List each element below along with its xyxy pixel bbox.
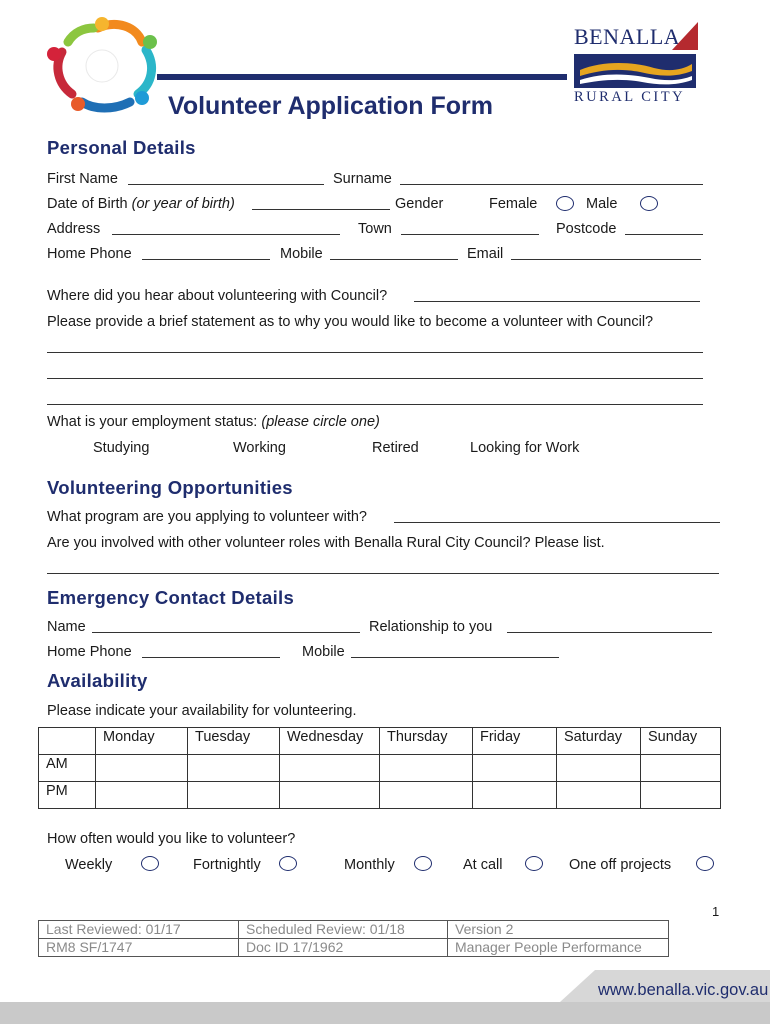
page-number: 1 xyxy=(712,904,720,919)
email-label: Email xyxy=(467,246,504,262)
am-friday-cell[interactable] xyxy=(473,755,557,782)
availability-pm-row xyxy=(39,782,721,809)
freq-fortnightly-label: Fortnightly xyxy=(193,857,261,873)
brand-subtitle: RURAL CITY xyxy=(574,89,686,105)
page-title: Volunteer Application Form xyxy=(168,92,494,120)
statement-label: Please provide a brief statement as to why you would like to become a volunteer with Council? xyxy=(47,314,654,330)
freq-weekly-radio[interactable] xyxy=(141,856,159,871)
emp-option-retired[interactable]: Retired xyxy=(372,440,419,456)
other-roles-label: Are you involved with other volunteer roles with Benalla Rural City Council? Please list. xyxy=(47,535,605,551)
ec-home-phone-field[interactable] xyxy=(142,657,280,658)
surname-field[interactable] xyxy=(400,184,703,185)
mobile-label: Mobile xyxy=(280,246,323,262)
emp-option-looking[interactable]: Looking for Work xyxy=(470,440,580,456)
dob-field[interactable] xyxy=(252,209,390,210)
rm8-number: RM8 SF/1747 xyxy=(39,939,239,957)
program-label: What program are you applying to volunteer with? xyxy=(47,509,367,525)
freq-oneoff-label: One off projects xyxy=(569,857,672,873)
day-sunday: Sunday xyxy=(641,728,721,755)
footer-row-1 xyxy=(39,921,669,939)
volunteer-logo xyxy=(38,14,166,114)
am-wednesday-cell[interactable] xyxy=(280,755,380,782)
brand-triangle-icon xyxy=(670,22,698,50)
program-field[interactable] xyxy=(394,522,720,523)
last-reviewed: Last Reviewed: 01/17 xyxy=(39,921,239,939)
freq-monthly-radio[interactable] xyxy=(414,856,432,871)
row-label-am: AM xyxy=(39,755,96,782)
day-monday: Monday xyxy=(96,728,188,755)
email-field[interactable] xyxy=(511,259,701,260)
am-thursday-cell[interactable] xyxy=(380,755,473,782)
version: Version 2 xyxy=(448,921,669,939)
pm-tuesday-cell[interactable] xyxy=(188,782,280,809)
day-thursday: Thursday xyxy=(380,728,473,755)
day-saturday: Saturday xyxy=(557,728,641,755)
town-label: Town xyxy=(358,221,392,237)
document-owner: Manager People Performance xyxy=(448,939,669,957)
freq-oneoff-radio[interactable] xyxy=(696,856,714,871)
ec-name-label: Name xyxy=(47,619,86,635)
ec-name-field[interactable] xyxy=(92,632,360,633)
corner-cell xyxy=(39,728,96,755)
availability-header-row xyxy=(39,728,721,755)
statement-line-3[interactable] xyxy=(47,404,703,405)
employment-label xyxy=(47,414,380,430)
town-field[interactable] xyxy=(401,234,539,235)
frequency-question: How often would you like to volunteer? xyxy=(47,831,296,847)
male-label: Male xyxy=(586,196,618,212)
emp-option-studying[interactable]: Studying xyxy=(93,440,150,456)
address-label: Address xyxy=(47,221,101,237)
row-label-pm: PM xyxy=(39,782,96,809)
header-rule xyxy=(157,74,567,80)
female-radio[interactable] xyxy=(556,196,574,211)
document-control-table xyxy=(38,920,669,957)
pm-friday-cell[interactable] xyxy=(473,782,557,809)
other-roles-field[interactable] xyxy=(47,573,719,574)
address-field[interactable] xyxy=(112,234,340,235)
availability-heading: Availability xyxy=(47,670,148,691)
am-monday-cell[interactable] xyxy=(96,755,188,782)
employment-hint: (please circle one) xyxy=(261,414,380,430)
emp-option-working[interactable]: Working xyxy=(233,440,286,456)
home-phone-label: Home Phone xyxy=(47,246,132,262)
ec-home-phone-label: Home Phone xyxy=(47,644,132,660)
emergency-heading: Emergency Contact Details xyxy=(47,587,295,608)
male-radio[interactable] xyxy=(640,196,658,211)
pm-monday-cell[interactable] xyxy=(96,782,188,809)
dob-text: Date of Birth xyxy=(47,196,128,212)
am-sunday-cell[interactable] xyxy=(641,755,721,782)
pm-sunday-cell[interactable] xyxy=(641,782,721,809)
female-label: Female xyxy=(489,196,538,212)
freq-atcall-label: At call xyxy=(463,857,503,873)
availability-am-row xyxy=(39,755,721,782)
ec-relationship-label: Relationship to you xyxy=(369,619,493,635)
am-tuesday-cell[interactable] xyxy=(188,755,280,782)
hear-about-field[interactable] xyxy=(414,301,700,302)
benalla-logo xyxy=(570,22,700,112)
day-tuesday: Tuesday xyxy=(188,728,280,755)
availability-intro: Please indicate your availability for volunteering. xyxy=(47,703,357,719)
gender-label: Gender xyxy=(395,196,444,212)
statement-line-2[interactable] xyxy=(47,378,703,379)
home-phone-field[interactable] xyxy=(142,259,270,260)
first-name-label: First Name xyxy=(47,171,118,187)
pm-saturday-cell[interactable] xyxy=(557,782,641,809)
first-name-field[interactable] xyxy=(128,184,324,185)
ec-mobile-label: Mobile xyxy=(302,644,345,660)
am-saturday-cell[interactable] xyxy=(557,755,641,782)
website-url[interactable]: www.benalla.vic.gov.au xyxy=(598,981,769,999)
employment-text: What is your employment status: xyxy=(47,414,258,430)
availability-table xyxy=(38,727,721,809)
ec-relationship-field[interactable] xyxy=(507,632,712,633)
brand-wave-icon xyxy=(574,54,696,88)
postcode-field[interactable] xyxy=(625,234,703,235)
personal-details-heading: Personal Details xyxy=(47,137,196,158)
day-wednesday: Wednesday xyxy=(280,728,380,755)
hear-about-label: Where did you hear about volunteering with Council? xyxy=(47,288,388,304)
brand-name: BENALLA xyxy=(574,24,681,49)
freq-weekly-label: Weekly xyxy=(65,857,113,873)
ec-mobile-field[interactable] xyxy=(351,657,559,658)
surname-label: Surname xyxy=(333,171,392,187)
dob-hint: (or year of birth) xyxy=(131,196,235,212)
dob-label xyxy=(47,196,235,212)
opportunities-heading: Volunteering Opportunities xyxy=(47,477,293,498)
footer-row-2 xyxy=(39,939,669,957)
freq-fortnightly-radio[interactable] xyxy=(279,856,297,871)
scheduled-review: Scheduled Review: 01/18 xyxy=(239,921,448,939)
statement-line-1[interactable] xyxy=(47,352,703,353)
freq-atcall-radio[interactable] xyxy=(525,856,543,871)
pm-thursday-cell[interactable] xyxy=(380,782,473,809)
mobile-field[interactable] xyxy=(330,259,458,260)
pm-wednesday-cell[interactable] xyxy=(280,782,380,809)
freq-monthly-label: Monthly xyxy=(344,857,395,873)
postcode-label: Postcode xyxy=(556,221,617,237)
day-friday: Friday xyxy=(473,728,557,755)
doc-id: Doc ID 17/1962 xyxy=(239,939,448,957)
